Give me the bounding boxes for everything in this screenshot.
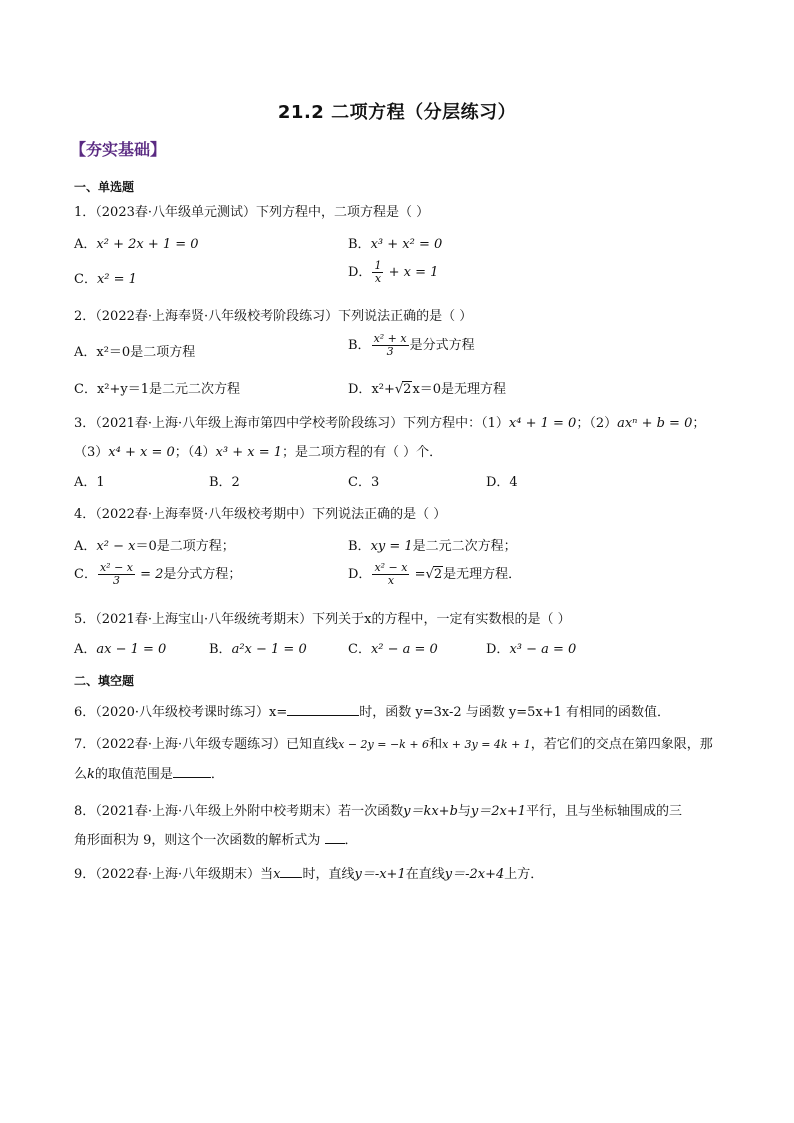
question-8: 8．（2021春·上海·八年级上外附中校考期末）若一次函数y＝kx+b与y＝2x+1平行，且与坐标轴围成的三	[74, 804, 683, 819]
question-2-stem: 2．（2022春·上海奉贤·八年级校考阶段练习）下列说法正确的是（ ）	[74, 309, 473, 324]
question-4-stem: 4．（2022春·上海奉贤·八年级校考期中）下列说法正确的是（ ）	[74, 507, 447, 522]
q1-option-d: D． $\frac{1}{x}$ + x = 1	[348, 259, 439, 285]
question-7: 7．（2022春·上海·八年级专题练习）已知直线x − 2y = −k + 6和x + 3y = 4k + 1，若它们的交点在第四象限，那	[74, 737, 713, 752]
q3-option-a: A．1	[74, 475, 105, 490]
q3-option-d: D．4	[486, 475, 518, 490]
question-8-line2: 角形面积为 9，则这个一次函数的解析式为 ．	[74, 833, 358, 848]
q4-option-b: B．xy = 1是二元二次方程；	[348, 539, 517, 554]
page-title: 21.2 二项方程（分层练习）	[277, 102, 517, 123]
q2-option-a: A．x²＝0是二项方程	[74, 345, 196, 360]
q3-option-b: B．2	[209, 475, 240, 490]
q5-option-a: A．ax − 1 = 0	[74, 642, 167, 657]
question-1-stem: 1．（2023春·八年级单元测试）下列方程中，二项方程是（ ）	[74, 205, 430, 220]
question-6: 6．（2020·八年级校考课时练习）x= 时，函数 y=3x-2 与函数 y=5x+1 有相同的函数值．	[74, 705, 671, 720]
q1-option-a: A．x² + 2x + 1 = 0	[74, 237, 199, 252]
answer-blank[interactable]	[287, 715, 359, 716]
q1-option-b: B．x³ + x² = 0	[348, 237, 443, 252]
q4-option-d: D． $\frac{\text{x² − x}}{x}$ =√2是无理方程．	[348, 561, 522, 587]
question-7-line2: 么k的取值范围是 ．	[74, 767, 224, 782]
part-heading-fill-blank: 二、填空题	[74, 674, 135, 688]
q1-option-c: C．x² = 1	[74, 272, 137, 287]
q5-option-d: D．x³ − a = 0	[486, 642, 577, 657]
q3-option-c: C．3	[348, 475, 380, 490]
question-5-stem: 5．（2021春·上海宝山·八年级统考期末）下列关于x的方程中，一定有实数根的是（ ）	[74, 612, 571, 627]
q2-option-b: B． $\frac{\text{x² + x}}{3}$ 是分式方程	[348, 332, 475, 358]
answer-blank[interactable]	[325, 843, 345, 844]
q4-option-c: C． $\frac{\text{x² − x}}{3}$ = 2是分式方程；	[74, 561, 242, 587]
q2-option-d: D．x²+√2x＝0是无理方程	[348, 382, 507, 397]
question-9: 9．（2022春·上海·八年级期末）当x 时，直线y＝-x+1在直线y＝-2x+4上方．	[74, 867, 544, 882]
answer-blank[interactable]	[173, 777, 211, 778]
answer-blank[interactable]	[280, 877, 302, 878]
q5-option-b: B．a²x − 1 = 0	[209, 642, 307, 657]
part-heading-single-choice: 一、单选题	[74, 180, 135, 194]
q2-option-c: C．x²+y＝1是二元二次方程	[74, 382, 241, 397]
q5-option-c: C．x² − a = 0	[348, 642, 438, 657]
section-heading: 【夯实基础】	[70, 140, 167, 159]
question-3-stem-line2: （3）x⁴ + x = 0；（4）x³ + x = 1；是二项方程的有（ ）个．	[74, 445, 443, 460]
q4-option-a: A．x² − x＝0是二项方程；	[74, 539, 235, 554]
question-3-stem: 3．（2021春·上海·八年级上海市第四中学校考阶段练习）下列方程中：（1）x⁴ + 1 = 0；（2）axⁿ + b = 0；	[74, 416, 706, 431]
